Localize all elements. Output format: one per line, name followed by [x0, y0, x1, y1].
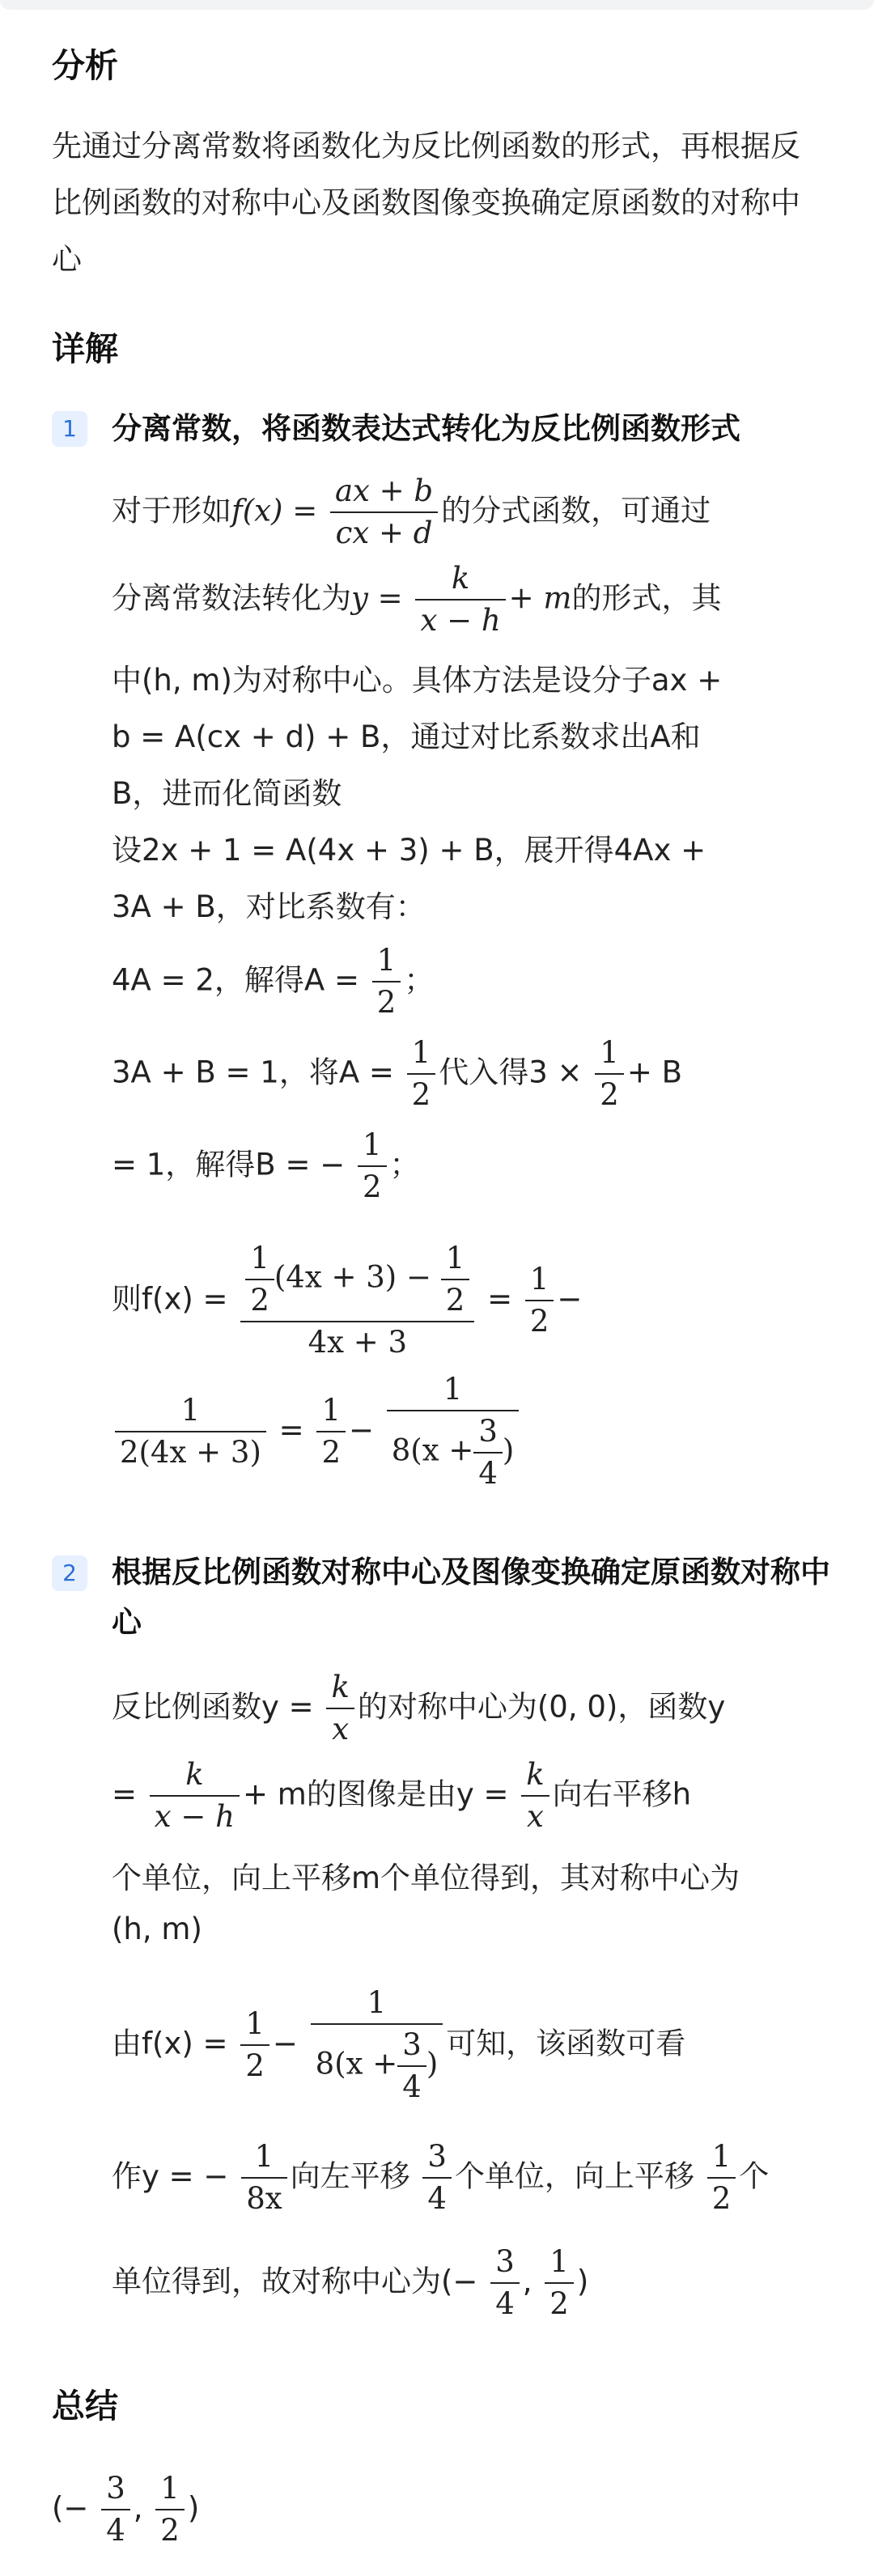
step2-line-1: 反比例函数y = $\frac{k}{x}$ 的对称中心为(0, 0)，函数y — [112, 1667, 725, 1750]
step1-line-4: b = A(cx + d) + B，通过对比系数求出A和 — [112, 719, 701, 754]
step-number-2: 2 — [52, 1555, 87, 1591]
step1-line-12: $\frac{1}{2(4x + 3)}$ = $\frac{1}{2}$ − 1 8(x + $\frac{3}{4}$ ) — [112, 1369, 522, 1494]
step2-line-2: = $\frac{k}{x - h}$ + m的图像是由y = $\frac{k}{x}$ 向右平移h — [112, 1755, 691, 1837]
step1-line-8: 4A = 2，解得A = $\frac{1}{2}$ ； — [112, 940, 434, 1023]
summary-heading: 总结 — [52, 2387, 118, 2425]
top-card-edge — [0, 0, 874, 10]
step1-line-7: 3A + B，对比系数有： — [112, 889, 426, 924]
step1-line-10: = 1，解得B = − $\frac{1}{2}$ ； — [112, 1125, 420, 1207]
step1-line-9: 3A + B = 1，将A = $\frac{1}{2}$ 代入得3 × $\frac{1}{2}$ + B — [112, 1033, 682, 1115]
step2-line-4: (h, m) — [112, 1912, 202, 1946]
step2-line-6: 作y = − $\frac{1}{8x}$ 向左平移 $\frac{3}{4}$ 个单位，向上平移 $\frac{1}{2}$ 个 — [112, 2137, 769, 2219]
analysis-text: 先通过分离常数将函数化为反比例函数的形式，再根据反比例函数的对称中心及函数图像变换确定原函数的对称中心 — [52, 129, 800, 277]
step-number-1: 1 — [52, 411, 87, 447]
summary-answer: (− $\frac{3}{4}$ , $\frac{1}{2}$ ) — [52, 2468, 199, 2551]
analysis-heading: 分析 — [52, 46, 118, 85]
step1-line-5: B，进而化简函数 — [112, 776, 342, 811]
step1-line-1: 对于形如f(x) = $\frac{ax + b}{cx + d}$ 的分式函数，可通过 — [112, 471, 711, 554]
step2-line-7: 单位得到，故对称中心为(− $\frac{3}{4}$ , $\frac{1}{2}$ ) — [112, 2242, 588, 2324]
step-title-1: 分离常数，将函数表达式转化为反比例函数形式 — [112, 411, 740, 446]
step1-line-3: 中(h, m)为对称中心。具体方法是设分子ax + — [112, 663, 723, 698]
step2-line-5: 由f(x) = $\frac{1}{2}$ − 1 8(x + $\frac{3}{4}$ ) 可知，该函数可看 — [112, 1983, 685, 2107]
step1-line-6: 设2x + 1 = A(4x + 3) + B，展开得4Ax + — [112, 833, 706, 868]
detail-heading: 详解 — [52, 329, 118, 368]
step2-line-3: 个单位，向上平移m个单位得到，其对称中心为 — [112, 1861, 740, 1895]
step-title-2: 根据反比例函数对称中心及图像变换确定原函数对称中心 — [112, 1555, 830, 1640]
step1-line-11: 则f(x) = $\frac{1}{2}$ (4x + 3) − $\frac{1}{2}$ 4x + 3 = $\frac{1}{2}$ − — [112, 1238, 582, 1363]
step1-line-2: 分离常数法转化为y = $\frac{k}{x - h}$ + m的形式，其 — [112, 558, 722, 641]
